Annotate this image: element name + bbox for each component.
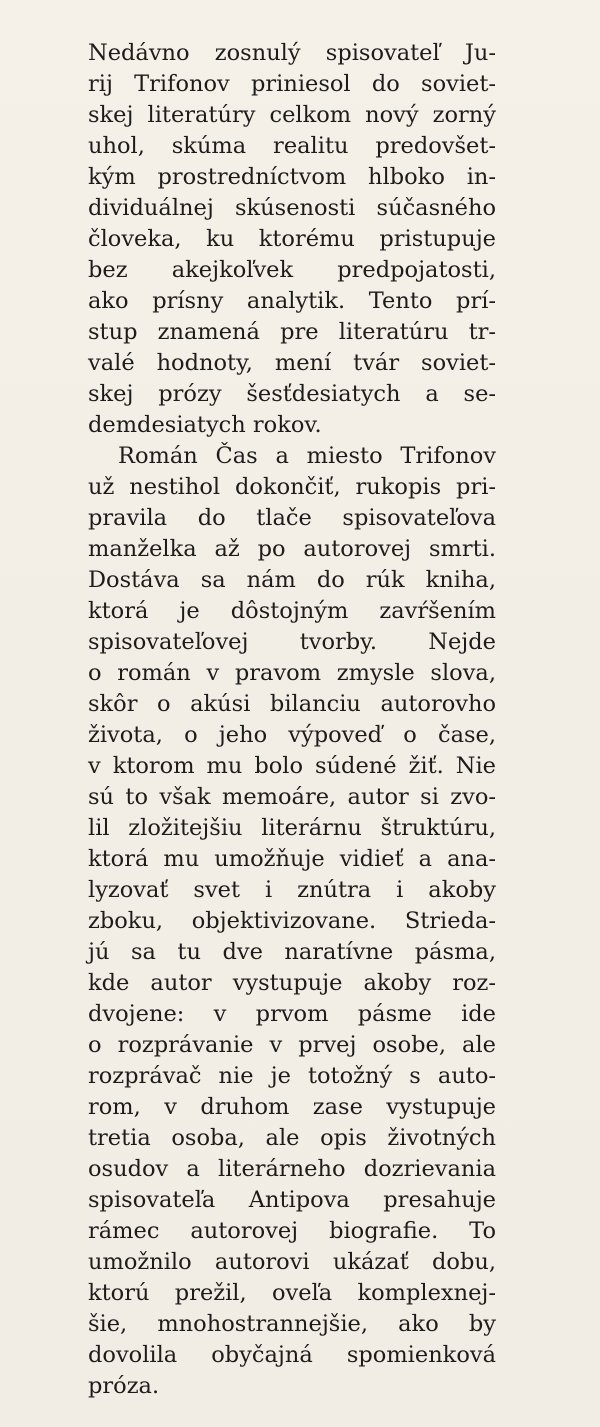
text-line: Nedávno zosnulý spisovateľ Ju- — [88, 40, 496, 66]
text-line: tretia osoba, ale opis životných — [88, 1125, 496, 1151]
text-line: stup znamená pre literatúru tr- — [88, 319, 496, 345]
text-line: spisovateľa Antipova presahuje — [88, 1187, 496, 1213]
text-line: zboku, objektivizovane. Strieda- — [88, 908, 496, 934]
text-line: pravila do tlače spisovateľova — [88, 505, 496, 531]
text-line: šie, mnohostrannejšie, ako by — [88, 1311, 496, 1337]
text-line: dividuálnej skúsenosti súčasného — [88, 195, 496, 221]
text-line: skej literatúry celkom nový zorný — [88, 102, 496, 128]
text-line: dovolila obyčajná spomienková — [88, 1342, 496, 1368]
text-column — [88, 38, 496, 1402]
text-line: dvojene: v prvom pásme ide — [88, 1001, 496, 1027]
text-line: skôr o akúsi bilanciu autorovho — [88, 691, 496, 717]
text-line: ktorú prežil, oveľa komplexnej- — [88, 1280, 496, 1306]
text-line: skej prózy šesťdesiatych a se- — [88, 381, 496, 407]
paragraph-2 — [88, 441, 496, 1402]
text-line: Román Čas a miesto Trifonov — [118, 443, 496, 469]
text-line: manželka až po autorovej smrti. — [88, 536, 496, 562]
text-line: bez akejkoľvek predpojatosti, — [88, 257, 496, 283]
text-line: o román v pravom zmysle slova, — [88, 660, 496, 686]
text-line: spisovateľovej tvorby. Nejde — [88, 629, 496, 655]
text-line: osudov a literárneho dozrievania — [88, 1156, 496, 1182]
text-line: sú to však memoáre, autor si zvo- — [88, 784, 496, 810]
text-line: jú sa tu dve naratívne pásma, — [88, 939, 496, 965]
paragraph-1 — [88, 38, 496, 441]
text-line: rozprávač nie je totožný s auto- — [88, 1063, 496, 1089]
text-line: ktorá je dôstojným zavŕšením — [88, 598, 496, 624]
text-line: próza. — [88, 1373, 160, 1399]
text-line: ktorá mu umožňuje vidieť a ana- — [88, 846, 496, 872]
text-line: kde autor vystupuje akoby roz- — [88, 970, 496, 996]
text-line: rom, v druhom zase vystupuje — [88, 1094, 496, 1120]
text-line: lil zložitejšiu literárnu štruktúru, — [88, 815, 496, 841]
text-line: valé hodnoty, mení tvár soviet- — [88, 350, 496, 376]
text-line: o rozprávanie v prvej osobe, ale — [88, 1032, 496, 1058]
text-line: demdesiatych rokov. — [88, 412, 322, 438]
text-line: Dostáva sa nám do rúk kniha, — [88, 567, 496, 593]
text-line: kým prostredníctvom hlboko in- — [88, 164, 496, 190]
text-line: života, o jeho výpoveď o čase, — [88, 722, 496, 748]
text-line: lyzovať svet i znútra i akoby — [88, 877, 496, 903]
text-line: rámec autorovej biografie. To — [88, 1218, 496, 1244]
text-line: v ktorom mu bolo súdené žiť. Nie — [88, 753, 496, 779]
text-line: rij Trifonov priniesol do soviet- — [88, 71, 496, 97]
text-line: uhol, skúma realitu predovšet- — [88, 133, 496, 159]
text-line: umožnilo autorovi ukázať dobu, — [88, 1249, 496, 1275]
text-line: ako prísny analytik. Tento prí- — [88, 288, 496, 314]
text-line: človeka, ku ktorému pristupuje — [88, 226, 496, 252]
text-line: už nestihol dokončiť, rukopis pri- — [88, 474, 496, 500]
